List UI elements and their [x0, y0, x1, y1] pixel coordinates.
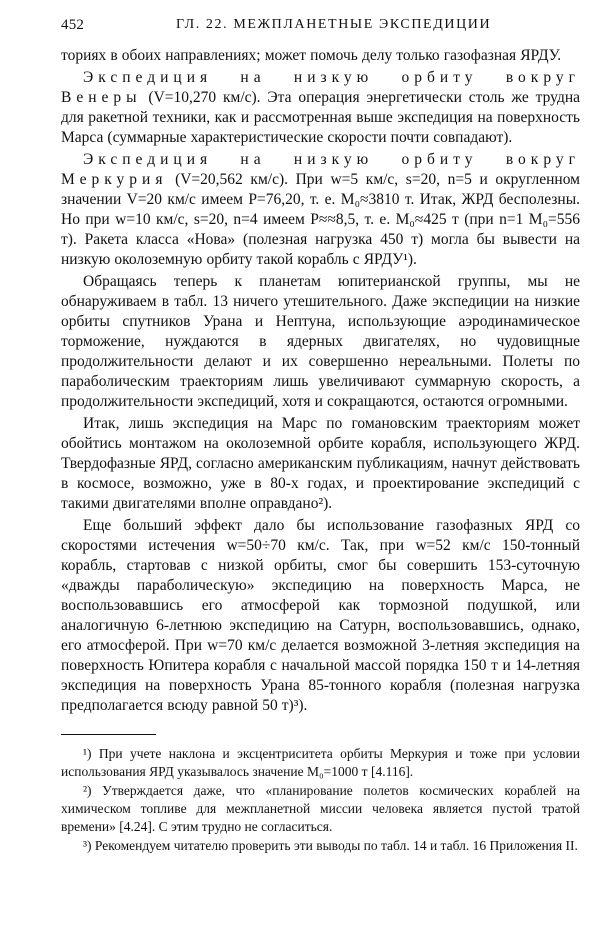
paragraph-text: (V=10,270 км/с). Эта операция энергетически столь же трудна для ракетной техники, как и рассмотренная выше экспедиция на поверхность Марса (суммарные характеристические скорости почти совпадают).	[61, 89, 580, 146]
paragraph-text: (V=20,562 км/с). При w=5 км/с, s=20, n=5 и округленном значении V=20 км/с имеем P=76,20, т. е. M₀≈3810 т. Итак, ЖРД бесполезны. Но при w=10 км/с, s=20, n=4 имеем P≈≈8,5, т. е. M₀≈425 т (при n=1 M₀=556 т). Ракета класса «Нова» (полезная нагрузка 450 т) могла бы вывести на низкую околоземную орбиту такой корабль с ЯРДУ¹).	[61, 171, 580, 268]
paragraph-venus	[61, 68, 580, 148]
paragraph-jupiter-group	[61, 272, 580, 412]
paragraph-text: Обращаясь теперь к планетам юпитерианской группы, мы не обнаруживаем в табл. 13 ничего утешительного. Даже экспедиции на низкие орбиты спутников Урана и Нептуна, использующие аэродинамическое торможение, нуждаются в ядерных двигателях, но чудовищные продолжительности делают и их совершенно нереальными. Полеты по параболическим траекториям лишь увеличивают суммарную скорость, а продолжительности экспедиций, хотя и сокращаются, остаются огромными.	[61, 273, 580, 410]
footnote-divider	[61, 734, 156, 735]
page-number: 452	[61, 17, 85, 33]
section-heading-mercury: Экспедиция на низкую орбиту вокруг Меркурия	[61, 151, 580, 188]
paragraph-mercury	[61, 150, 580, 270]
running-head: ГЛ. 22. МЕЖПЛАНЕТНЫЕ ЭКСПЕДИЦИИ	[176, 17, 492, 32]
footnotes	[61, 745, 580, 855]
section-heading-venus: Экспедиция на низкую орбиту вокруг Венеры	[61, 69, 580, 106]
paragraph-mars-summary	[61, 414, 580, 514]
paragraph-gas-phase	[61, 516, 580, 716]
paragraph-text: Итак, лишь экспедиция на Марс по гомановским траекториям может обойтись монтажом на околоземной орбите корабля, использующего ЖРД. Твердофазные ЯРД, согласно американским публикациям, начнут действовать в космосе, возможно, уже в 80-х годах, и проектирование экспедиций с такими двигателями вполне оправдано²).	[61, 415, 580, 512]
footnote-1: ¹) При учете наклона и эксцентриситета орбиты Меркурия и тоже при условии использования ЯРД указывалось значение M₀=1000 т [4.116].	[61, 746, 580, 779]
paragraph-continuation	[61, 46, 580, 66]
paragraph-text: Еще больший эффект дало бы использование газофазных ЯРД со скоростями истечения w=50÷70 км/с. Так, при w=52 км/с 150-тонный корабль, стартовав с низкой орбиты, смог бы совершить 153-суточную «дважды параболическую» экспедицию на поверхность Марса, не воспользовавшись его атмосферой как тормозной подушкой, или аналогичную 6-летнюю экспедицию на Сатурн, воспользовавшись, однако, его атмосферой. При w=70 км/с делается возможной 3-летняя экспедиция на поверхность Юпитера корабля с начальной массой порядка 150 т и 14-летняя экспедиция на поверхность Урана 85-тонного корабля (полезная нагрузка предполагается всюду равной 50 т)³).	[61, 517, 580, 714]
footnote-2: ²) Утверждается даже, что «планирование полетов космических кораблей на химическом топливе для межпланетной миссии человека является пустой тратой времени» [4.24]. С этим трудно не согласиться.	[61, 783, 580, 834]
main-text	[61, 46, 580, 716]
paragraph-text: ториях в обоих направлениях; может помочь делу только газофазная ЯРДУ.	[61, 47, 562, 64]
page-header	[61, 14, 580, 36]
footnote-3: ³) Рекомендуем читателю проверить эти выводы по табл. 14 и табл. 16 Приложения II.	[83, 838, 578, 853]
